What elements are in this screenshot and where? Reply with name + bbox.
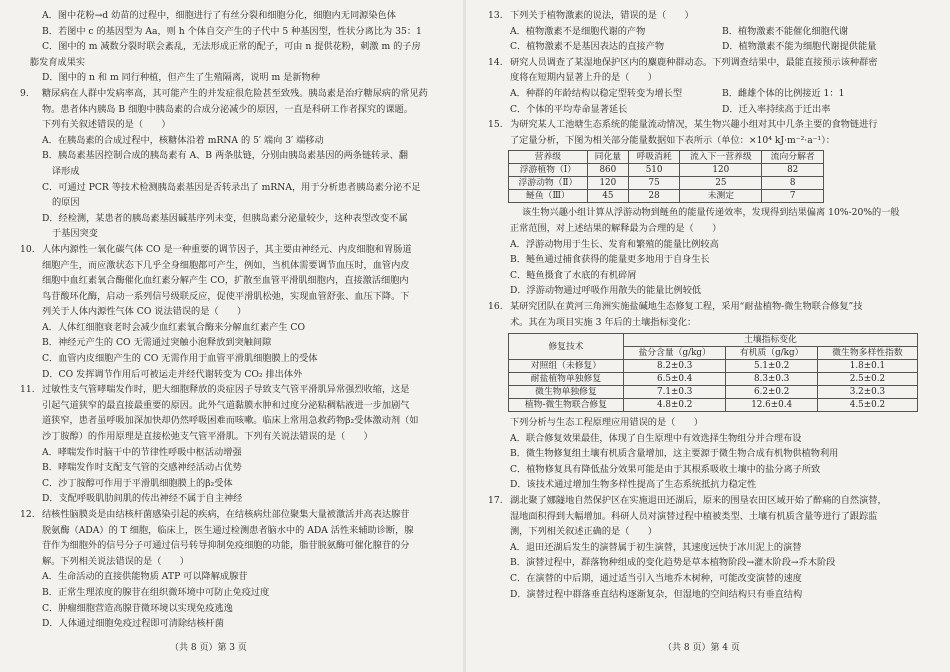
page-footer: （共 8 页）第 3 页: [170, 643, 247, 653]
question-9: [20, 86, 450, 242]
option-b: B．微生物修复组土壤有机质含量增加，这主要源于微生物合成有机物供植物利用: [510, 448, 839, 460]
soil-restoration-table: [508, 333, 918, 412]
question-number: 10.: [20, 243, 35, 255]
option-c: C．沙丁胺醇可作用于平滑肌细胞膜上的β₂受体: [42, 477, 233, 489]
column-header: 有机质（g/kg）: [726, 347, 817, 360]
option-b-cont: 译形成: [52, 165, 80, 177]
column-header: 呼吸消耗: [628, 151, 679, 164]
question-number: 13.: [488, 10, 503, 21]
option-a: A．生命活动的直接供能物质 ATP 可以降解成腺苷: [42, 571, 248, 583]
column-header: 流向分解者: [762, 151, 824, 164]
table-cell: 120: [680, 164, 762, 177]
option-c: C．肿瘤细胞营造高腺苷微环境以实现免疫逃逸: [42, 602, 233, 614]
question-10: [20, 242, 450, 382]
option-c-cont: 的原因: [52, 197, 80, 209]
option-d: D．经检测，某患者的胰岛素基因碱基序列未变，但胰岛素分泌量较少，这种表型改变不属: [42, 212, 408, 224]
option-b: B．若图中 c 的基因型为 Aa，则 h 个体自交产生的子代中 5 种基因型，性状分离比为 35：1: [42, 25, 422, 37]
stem-line: 湿地面积得到大幅增加。科研人员对演替过程中植被类型、土壤有机质含量等进行了跟踪监: [510, 510, 878, 522]
option-a: A．图中花粉→d 幼苗的过程中，细胞进行了有丝分裂和细胞分化，细胞内无同源染色体: [42, 10, 396, 21]
option-c: C．图中的 m 减数分裂时联会紊乱，无法形成正常的配子，可由 n 提供花粉，刺激 m 的子房: [42, 41, 421, 53]
option-a: A．植物激素不是细胞代谢的产物: [510, 25, 646, 37]
option-c-cont: 膨发育成果实: [30, 56, 86, 68]
table-cell: 8.2±0.3: [623, 360, 726, 373]
column-header: 营养级: [509, 151, 588, 164]
stem-line: 细胞产生，而应激状态下几乎全身细胞都可产生，例如，当机体需要调节血压时，血管内皮: [42, 259, 410, 271]
stem-line: 物。患者体内胰岛 B 细胞中胰岛素的合成分泌减少的原因，一直是科研工作者探究的课题。: [42, 103, 413, 115]
table-cell: 浮游植物（Ⅰ）: [509, 164, 588, 177]
option-c: C．植物修复具有降低盐分效果可能是由于其根系吸收土壤中的盐分离子所致: [510, 463, 821, 475]
option-d: D．浮游动物通过呼吸作用散失的能量比例较低: [510, 285, 702, 297]
stem-line: 术。其在为项目实施 3 年后的土壤指标变化：: [510, 316, 697, 328]
option-row: [510, 102, 924, 118]
table-cell: 45: [587, 190, 628, 203]
table-row: [509, 373, 918, 386]
option-b: B．演替过程中，群落物种组成的变化趋势是草本植物阶段→灌木阶段→乔木阶段: [510, 557, 836, 569]
stem-line: 脱氨酶（ADA）的 T 细胞，临床上，医生通过检测患者脑水中的 ADA 活性来辅助诊断，腺: [42, 524, 414, 536]
table-cell: 5.1±0.2: [726, 360, 817, 373]
stem-line: 测，下列相关叙述正确的是（ ）: [510, 526, 657, 538]
question-12: [20, 507, 450, 632]
option-a: A．种群的年龄结构以稳定型转变为增长型: [510, 87, 683, 99]
question-number: 11.: [20, 384, 35, 396]
stem-line: 人体内源性一氧化碳气体 CO 是一种重要的调节因子，其主要由神经元、内皮细胞和胃肠道: [42, 243, 412, 255]
table-cell: 28: [628, 190, 679, 203]
table-cell: 4.8±0.2: [623, 399, 726, 412]
stem-line: 引起气道狭窄的最直接最重要的原因。此外气道黏膜水肿和过度分泌粘稠粘液进一步加剧气: [42, 399, 410, 411]
table-header-row: [509, 334, 918, 347]
option-a: A．退田还湖后发生的演替属于初生演替，其速度远快于冰川泥上的演替: [510, 541, 802, 553]
table-cell: 未测定: [680, 190, 762, 203]
stem-line: 解。下列相关说法错误的是（ ）: [42, 555, 189, 567]
option-d: D．演替过程中群落垂直结构逐渐复杂，但湿地的空间结构只有垂直结构: [510, 588, 803, 600]
table-cell: 75: [628, 177, 679, 190]
table-cell: 12.6±0.4: [726, 399, 817, 412]
option-row: [510, 86, 924, 102]
column-header: 修复技术: [509, 334, 624, 360]
option-d: D．人体通过细胞免疫过程即可清除结核杆菌: [42, 618, 224, 630]
option-d: D．支配呼吸肌肋间肌的传出神经不属于自主神经: [42, 493, 243, 505]
question-16: [488, 299, 924, 330]
question-number: 14.: [488, 56, 503, 68]
option-c: C．可通过 PCR 等技术检测胰岛素基因是否转录出了 mRNA，用于分析患者胰岛素分泌不足: [42, 181, 421, 193]
option-d: D．图中的 n 和 m 同行种植，但产生了生殖隔离，说明 m 是新物种: [42, 72, 320, 84]
stem-line: 为研究某人工池塘生态系统的能量流动情况，某生物兴趣小组对其中几条主要的食物链进行: [510, 119, 878, 131]
table-cell: 1.8±0.1: [817, 360, 917, 373]
question-8-tail: [20, 8, 450, 86]
option-c: C．在演替的中后期，通过适当引入当地乔木树种，可能改变演替的速度: [510, 573, 802, 585]
question-11: [20, 382, 450, 507]
question-15: [488, 117, 924, 148]
table-cell: 8: [762, 177, 824, 190]
option-a: A．在胰岛素的合成过程中，核糖体沿着 mRNA 的 5′ 端向 3′ 端移动: [42, 134, 324, 146]
table-cell: 微生物单独修复: [509, 386, 624, 399]
stem-line: 了定量分析，下图为相关部分能量数据如下表所示（单位：×10⁴ kJ·m⁻²·a⁻¹）：: [510, 134, 835, 146]
option-b: B．哮喘发作时支配支气管的交感神经活动占优势: [42, 462, 242, 474]
option-d: D．迁入率持续高于迁出率: [722, 103, 831, 115]
question-number: 17.: [488, 495, 503, 507]
stem-line: 过敏性支气管哮喘发作时，肥大细胞释放的炎症因子导致支气管平滑肌异常强烈收缩，这是: [42, 384, 410, 396]
table-cell: 4.5±0.2: [817, 399, 917, 412]
table-cell: 8.3±0.3: [726, 373, 817, 386]
stem-line: 下列有关叙述错误的是（ ）: [42, 119, 171, 131]
stem-line: 鸟苷酸环化酶，启动一系列信号级联反应，促使平滑肌松弛，实现血管舒张、血压下降。下: [42, 290, 410, 302]
option-b: B．鲢鱼通过捕食获得的能量更多地用于自身生长: [510, 254, 710, 266]
option-b: B．雌雄个体的比例接近 1：1: [722, 87, 845, 99]
table-row: [509, 386, 918, 399]
option-b: B．正常生理浓度的腺苷在组织微环境中可防止免疫过度: [42, 586, 270, 598]
table-cell: 82: [762, 164, 824, 177]
column-header: 流入下一营养级: [680, 151, 762, 164]
option-c: C．鲢鱼摄食了水底的有机碎屑: [510, 269, 637, 281]
table-row: [509, 164, 824, 177]
table-cell: 7: [762, 190, 824, 203]
stem-line: 苷作为细胞外的信号分子可通过信号转导抑制免疫细胞的功能，脂苷脱氨酶可催化腺苷的分: [42, 540, 410, 552]
stem-line: 湖北聚了娜隧地自然保护区在实施退田还湖后，原来的围垦农田区域开始了醉痛的自然演替，: [510, 495, 887, 507]
stem-line: 下列关于植物激素的说法，错误的是（ ）: [510, 10, 694, 21]
table-cell: 6.2±0.2: [726, 386, 817, 399]
stem-line: 下列分析与生态工程原理应用错误的是（ ）: [510, 417, 703, 429]
option-c: C．植物激素不是基因表达的直接产物: [510, 41, 665, 53]
table-cell: 120: [587, 177, 628, 190]
table-cell: 浮游动物（Ⅱ）: [509, 177, 588, 190]
table-cell: 25: [680, 177, 762, 190]
table-header-row: [509, 151, 824, 164]
option-d-cont: 于基因突变: [52, 228, 98, 240]
table-cell: 对照组（未修复）: [509, 360, 624, 373]
stem-line: 列关于人体内源性气体 CO 说法错误的是（ ）: [42, 306, 247, 318]
option-row: [510, 39, 924, 55]
option-row: [510, 24, 924, 40]
left-page: [20, 8, 450, 632]
option-b: B．植物激素不能催化细胞代谢: [722, 25, 849, 37]
question-number: 15.: [488, 119, 503, 131]
table-cell: 7.1±0.3: [623, 386, 726, 399]
stem-line: 某研究团队在黄河三角洲实施盐碱地生态修复工程，采用“耐盐植物-微生物联合修复”技: [510, 300, 863, 312]
table-cell: 510: [628, 164, 679, 177]
stem-line: 道狭窄，患者虽呼吸加深加快却仍然呼吸困难而咳嗽。临床上常用急救药物β₂受体激动剂（如: [42, 415, 419, 427]
table-row: [509, 360, 918, 373]
option-b: B．神经元产生的 CO 无需通过突触小泡释放到突触间隙: [42, 337, 272, 349]
option-d: D．CO 发挥调节作用后可被运走并经代谢转变为 CO₂ 排出体外: [42, 368, 303, 380]
question-number: 16.: [488, 300, 503, 312]
option-a: A．联合修复效果最佳，体现了自生原理中有效选择生物组分并合理布设: [510, 432, 802, 444]
option-c: C．个体的平均寿命显著延长: [510, 103, 628, 115]
question-number: 12.: [20, 509, 35, 520]
group-header: 土壤指标变化: [623, 334, 917, 347]
option-b: B．胰岛素基因控制合成的胰岛素有 A、B 两条肽链，分别由胰岛素基因的两条链转录、翻: [42, 150, 408, 162]
column-header: 盐分含量（g/kg）: [623, 347, 726, 360]
question-15-cont: [488, 205, 924, 299]
right-page: [488, 8, 924, 602]
option-a: A．浮游动物用于生长、发育和繁殖的能量比例较高: [510, 238, 719, 250]
table-cell: 860: [587, 164, 628, 177]
option-a: A．人体红细胞衰老时会减少血红素氧合酶来分解血红素产生 CO: [42, 321, 305, 333]
option-d: D．植物激素不能为细胞代谢提供能量: [722, 41, 877, 53]
table-row: [509, 190, 824, 203]
option-c: C．血管内皮细胞产生的 CO 无需作用于血管平滑肌细胞膜上的受体: [42, 353, 318, 365]
table-cell: 2.5±0.2: [817, 373, 917, 386]
stem-line: 度将在短期内显著上升的是（ ）: [510, 72, 657, 84]
option-d: D．该技术通过增加生物多样性提高了生态系统抵抗力稳定性: [510, 479, 757, 491]
energy-flow-table: [508, 150, 824, 203]
stem-line: 结核性脑膜炎是由结核杆菌感染引起的疾病，在结核病灶部位聚集大量被激活并高表达腺苷: [42, 509, 410, 520]
stem-line: 该生物兴趣小组计算从浮游动物到鲢鱼的能量传递效率，发现得到结果偏离 10%-20%的一般: [522, 207, 900, 219]
stem-line: 正常范围，对上述结果的解释最为合理的是（ ）: [510, 222, 722, 234]
table-cell: 耐盐植物单独修复: [509, 373, 624, 386]
question-17: [488, 493, 924, 602]
question-13: [488, 8, 924, 55]
stem-line: 研究人员调查了某湿地保护区内的麋鹿种群动态。下列调查结果中，最能直接预示该种群密: [510, 56, 878, 68]
table-cell: 鲢鱼（Ⅲ）: [509, 190, 588, 203]
table-cell: 6.5±0.4: [623, 373, 726, 386]
question-16-cont: [488, 415, 924, 493]
table-cell: 植物-微生物联合修复: [509, 399, 624, 412]
table-cell: 3.2±0.3: [817, 386, 917, 399]
page-fold: [463, 0, 466, 672]
table-row: [509, 177, 824, 190]
option-a: A．哮喘发作时脑干中的节律性呼吸中枢活动增强: [42, 446, 242, 458]
stem-line: 细胞中血红素氧合酶催化血红素分解产生 CO，扩散至血管平滑肌细胞内，直接激活细胞内: [42, 275, 409, 287]
column-header: 微生物多样性指数: [817, 347, 917, 360]
column-header: 同化量: [587, 151, 628, 164]
stem-line: 沙丁胺醇）的作用原理是直接松弛支气管平滑肌。下列有关说法错误的是（ ）: [42, 431, 373, 443]
table-row: [509, 399, 918, 412]
question-14: [488, 55, 924, 117]
page-footer: （共 8 页）第 4 页: [663, 643, 740, 653]
question-number: 9.: [20, 87, 29, 99]
stem-line: 糖尿病在人群中发病率高，其可能产生的并发症很危险甚至致残。胰岛素是治疗糖尿病的常见药: [42, 87, 428, 99]
